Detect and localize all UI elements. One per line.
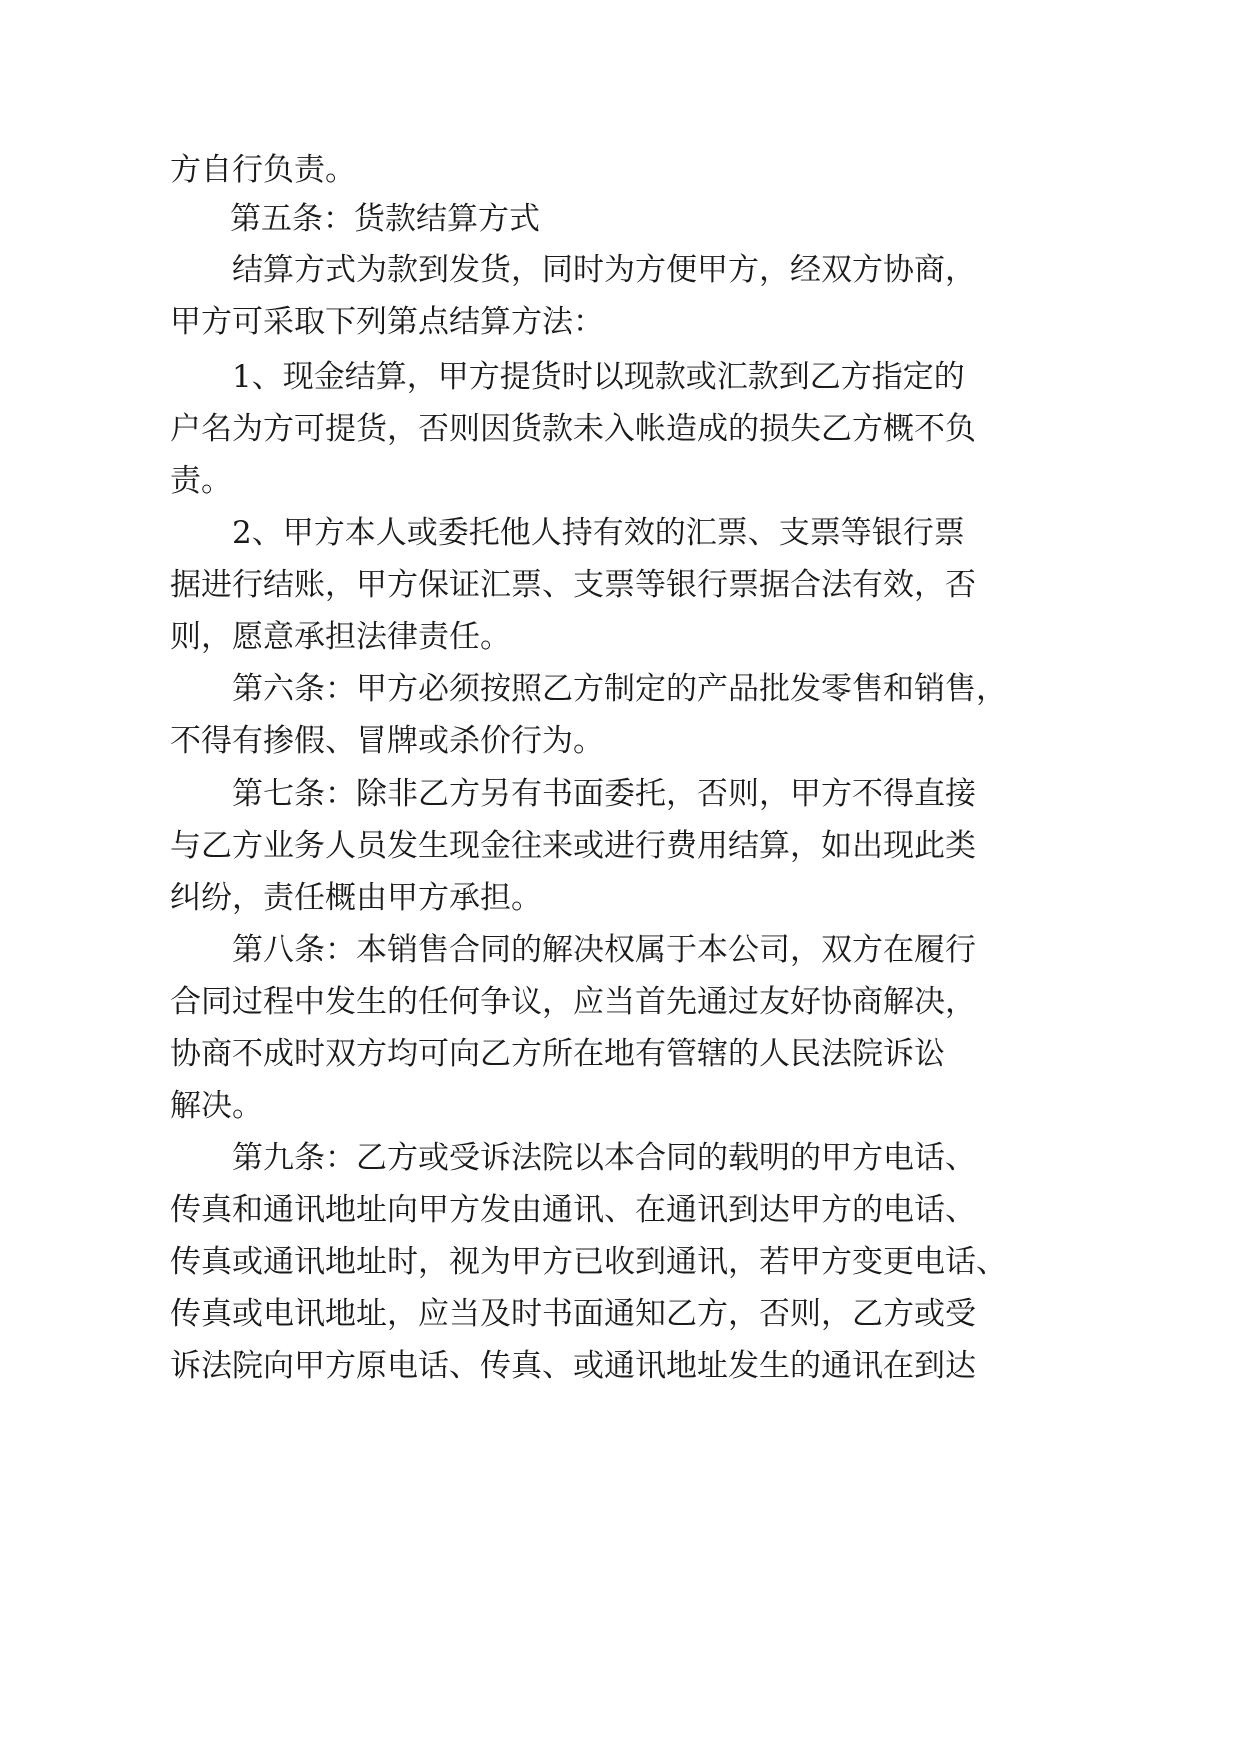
text-line-8: 2、甲方本人或委托他人持有效的汇票、支票等银行票 [232,515,965,551]
text-line-12: 不得有掺假、冒牌或杀价行为。 [170,723,604,759]
text-line-15: 纠纷，责任概由甲方承担。 [170,880,542,916]
text-line-19: 解决。 [170,1088,263,1124]
text-line-23: 传真或电讯地址，应当及时书面通知乙方，否则，乙方或受 [170,1296,976,1332]
text-line-17: 合同过程中发生的任何争议，应当首先通过友好协商解决， [170,984,976,1020]
article-9-text: 第九条：乙方或受诉法院以本合同的载明的甲方电话、 [232,1140,976,1176]
text-line-5: 1、现金结算，甲方提货时以现款或汇款到乙方指定的 [232,359,965,395]
text-line-14: 与乙方业务人员发生现金往来或进行费用结算，如出现此类 [170,828,976,864]
article-5-heading: 第五条：货款结算方式 [230,201,540,237]
article-7-text: 第七条：除非乙方另有书面委托，否则，甲方不得直接 [232,776,976,812]
text-line-6: 户名为方可提货，否则因货款未入帐造成的损失乙方概不负 [170,411,976,447]
text-line-21: 传真和通讯地址向甲方发由通讯、在通讯到达甲方的电话、 [170,1192,976,1228]
text-line-10: 则，愿意承担法律责任。 [170,619,511,655]
text-line-3: 结算方式为款到发货，同时为方便甲方，经双方协商， [232,252,976,288]
text-line-24: 诉法院向甲方原电话、传真、或通讯地址发生的通讯在到达 [170,1348,976,1384]
text-line-18: 协商不成时双方均可向乙方所在地有管辖的人民法院诉讼 [170,1036,945,1072]
text-line-7: 责。 [170,463,232,499]
text-line-4: 甲方可采取下列第点结算方法： [170,304,604,340]
text-line-9: 据进行结账，甲方保证汇票、支票等银行票据合法有效，否 [170,567,976,603]
text-line-22: 传真或通讯地址时，视为甲方已收到通讯，若甲方变更电话、 [170,1244,1007,1280]
article-6-text: 第六条：甲方必须按照乙方制定的产品批发零售和销售， [232,671,1007,707]
text-line-1: 方自行负责。 [170,152,356,188]
article-8-text: 第八条：本销售合同的解决权属于本公司，双方在履行 [232,932,976,968]
